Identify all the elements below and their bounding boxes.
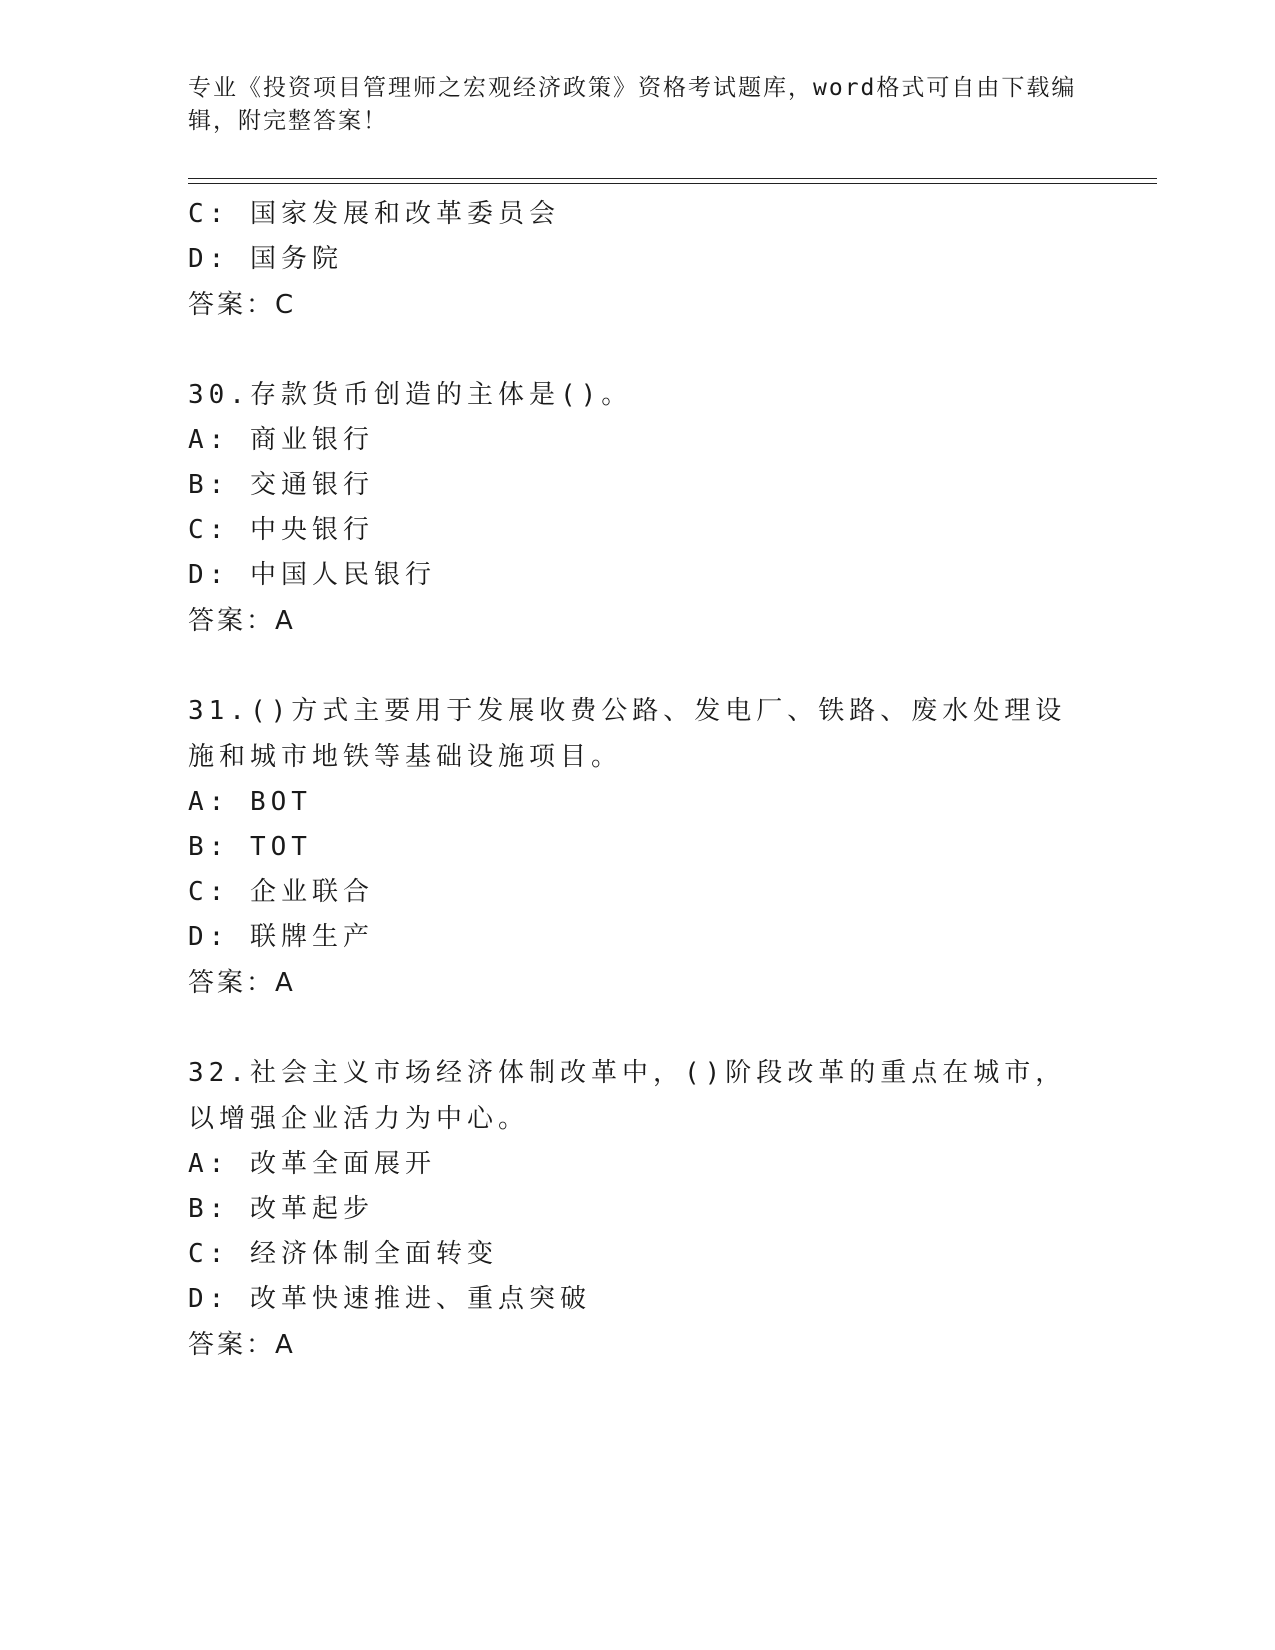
question-stem: 30.存款货币创造的主体是()。 [188, 380, 633, 410]
option-d: D: 联牌生产 [188, 922, 374, 952]
option-d: D: 改革快速推进、重点突破 [188, 1284, 591, 1314]
option-b: B: 改革起步 [188, 1194, 374, 1224]
question-32 [188, 1050, 1088, 1368]
answer-line: 答案：A [188, 606, 296, 636]
question-stem: 32.社会主义市场经济体制改革中，()阶段改革的重点在城市，以增强企业活力为中心。 [188, 1058, 1067, 1134]
option-b: B: TOT [188, 832, 312, 862]
option-a: A: 改革全面展开 [188, 1149, 436, 1179]
option-c: C: 企业联合 [188, 877, 374, 907]
option-d: D: 中国人民银行 [188, 560, 436, 590]
option-c: C: 中央银行 [188, 515, 374, 545]
answer-line: 答案：C [188, 290, 297, 320]
question-fragment [188, 192, 1088, 328]
option-d: D: 国务院 [188, 244, 343, 274]
option-a: A: 商业银行 [188, 425, 374, 455]
option-a: A: BOT [188, 787, 312, 817]
document-header: 专业《投资项目管理师之宏观经济政策》资格考试题库，word格式可自由下载编辑，附完整答案！ [188, 75, 1077, 134]
answer-line: 答案：A [188, 968, 296, 998]
option-c: C: 国家发展和改革委员会 [188, 199, 560, 229]
question-30 [188, 372, 1088, 644]
answer-line: 答案：A [188, 1330, 296, 1360]
header-divider-top [188, 178, 1157, 179]
question-list [188, 192, 1088, 1368]
option-b: B: 交通银行 [188, 470, 374, 500]
question-stem: 31.()方式主要用于发展收费公路、发电厂、铁路、废水处理设施和城市地铁等基础设施项目。 [188, 696, 1067, 772]
question-31 [188, 688, 1088, 1006]
header-divider-bottom [188, 183, 1157, 184]
option-c: C: 经济体制全面转变 [188, 1239, 498, 1269]
